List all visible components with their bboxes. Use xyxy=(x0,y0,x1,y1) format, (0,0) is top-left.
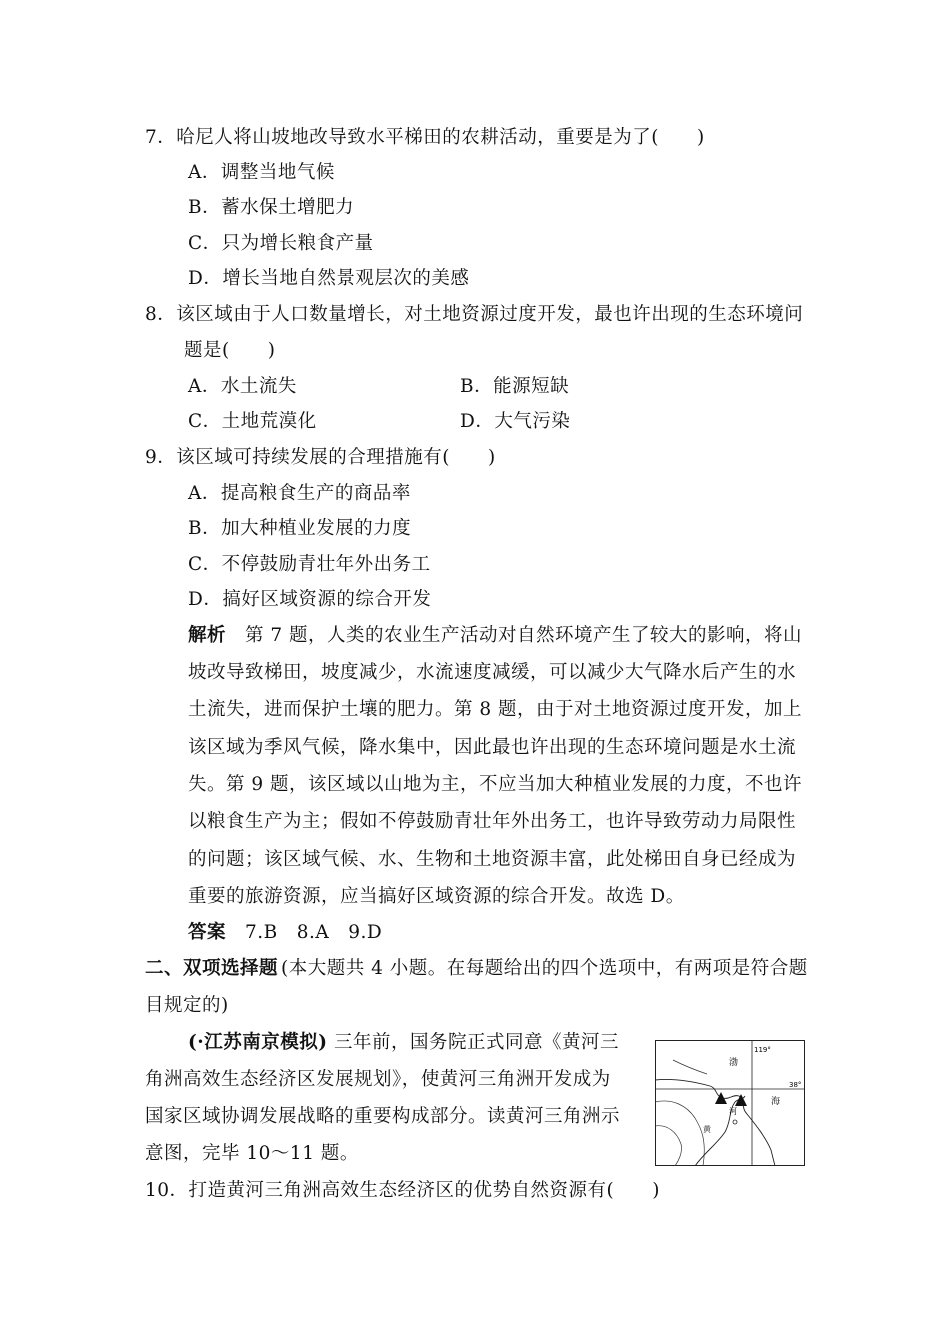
q9-option-d: D．搞好区域资源的综合开发 xyxy=(188,589,432,610)
analysis-line: 失。第 9 题，该区域以山地为主，不应当加大种植业发展的力度，不也许 xyxy=(188,774,803,795)
q8-stem-line2: 题是( ) xyxy=(184,340,276,361)
yellow-river-delta-map xyxy=(655,1040,805,1166)
analysis-line: 坡改导致梯田，坡度减少，水流速度减缓，可以减少大气降水后产生的水 xyxy=(188,662,797,683)
material-line3: 国家区域协调发展战略的重要构成部分。读黄河三角洲示 xyxy=(145,1106,621,1127)
material-source: (·江苏南京模拟) xyxy=(188,1032,328,1053)
q10-stem: 10．打造黄河三角洲高效生态经济区的优势自然资源有( ) xyxy=(145,1180,660,1201)
q7-stem: 7．哈尼人将山坡地改导致水平梯田的农耕活动，重要是为了( ) xyxy=(145,127,705,148)
map-sea-label-2: 海 xyxy=(771,1097,781,1107)
q8-stem-line1: 8．该区域由于人口数量增长，对土地资源过度开发，最也许出现的生态环境问 xyxy=(145,304,804,325)
q9-option-a: A．提高粮食生产的商品率 xyxy=(188,483,411,504)
q7-option-b: B．蓄水保土增肥力 xyxy=(188,197,355,218)
q7-option-a: A．调整当地气候 xyxy=(188,162,335,183)
material-line4: 意图，完毕 10～11 题。 xyxy=(145,1143,359,1164)
analysis-label: 解析 xyxy=(188,625,227,646)
q9-option-b: B．加大种植业发展的力度 xyxy=(188,518,412,539)
q8-option-b: B．能源短缺 xyxy=(460,376,570,397)
q9-stem: 9．该区域可持续发展的合理措施有( ) xyxy=(145,447,496,468)
q7-option-c: C．只为增长粮食产量 xyxy=(188,233,374,254)
analysis-line: 的问题；该区域气候、水、生物和土地资源丰富，此处梯田自身已经成为 xyxy=(188,849,797,870)
analysis-line: 以粮食生产为主；假如不停鼓励青壮年外出务工，也许导致劳动力局限性 xyxy=(188,811,797,832)
analysis-line: 土流失，进而保护土壤的肥力。第 8 题，由于对土地资源过度开发，加上 xyxy=(188,699,803,720)
answer-text: 7.B 8.A 9.D xyxy=(245,922,383,943)
map-river-label-1: 河 xyxy=(729,1107,737,1116)
material-line2: 角洲高效生态经济区发展规划》，使黄河三角洲开发成为 xyxy=(145,1069,611,1090)
analysis-line: 该区域为季风气候，降水集中，因此最也许出现的生态环境问题是水土流 xyxy=(188,737,797,758)
section2-desc-line1: (本大题共 4 小题。在每题给出的四个选项中，有两项是符合题 xyxy=(281,958,808,979)
map-sea-label-1: 渤 xyxy=(729,1058,739,1068)
map-lon-label: 119° xyxy=(754,1046,771,1054)
q9-option-c: C．不停鼓励青壮年外出务工 xyxy=(188,554,431,575)
analysis-line: 重要的旅游资源，应当搞好区域资源的综合开发。故选 D。 xyxy=(188,886,685,907)
q8-option-c: C．土地荒漠化 xyxy=(188,411,317,432)
map-river-label-2: 黄 xyxy=(703,1125,711,1134)
q8-option-d: D．大气污染 xyxy=(460,411,571,432)
section2-desc-line2: 目规定的) xyxy=(145,995,229,1016)
q7-option-d: D．增长当地自然景观层次的美感 xyxy=(188,268,470,289)
section2-title: 二、双项选择题 xyxy=(145,958,279,979)
answer-label: 答案 xyxy=(188,922,227,943)
map-lat-label: 38° xyxy=(789,1081,802,1089)
analysis-line: 第 7 题，人类的农业生产活动对自然环境产生了较大的影响，将山 xyxy=(245,625,803,646)
material-line1: 三年前，国务院正式同意《黄河三 xyxy=(334,1032,620,1053)
q8-option-a: A．水土流失 xyxy=(188,376,297,397)
